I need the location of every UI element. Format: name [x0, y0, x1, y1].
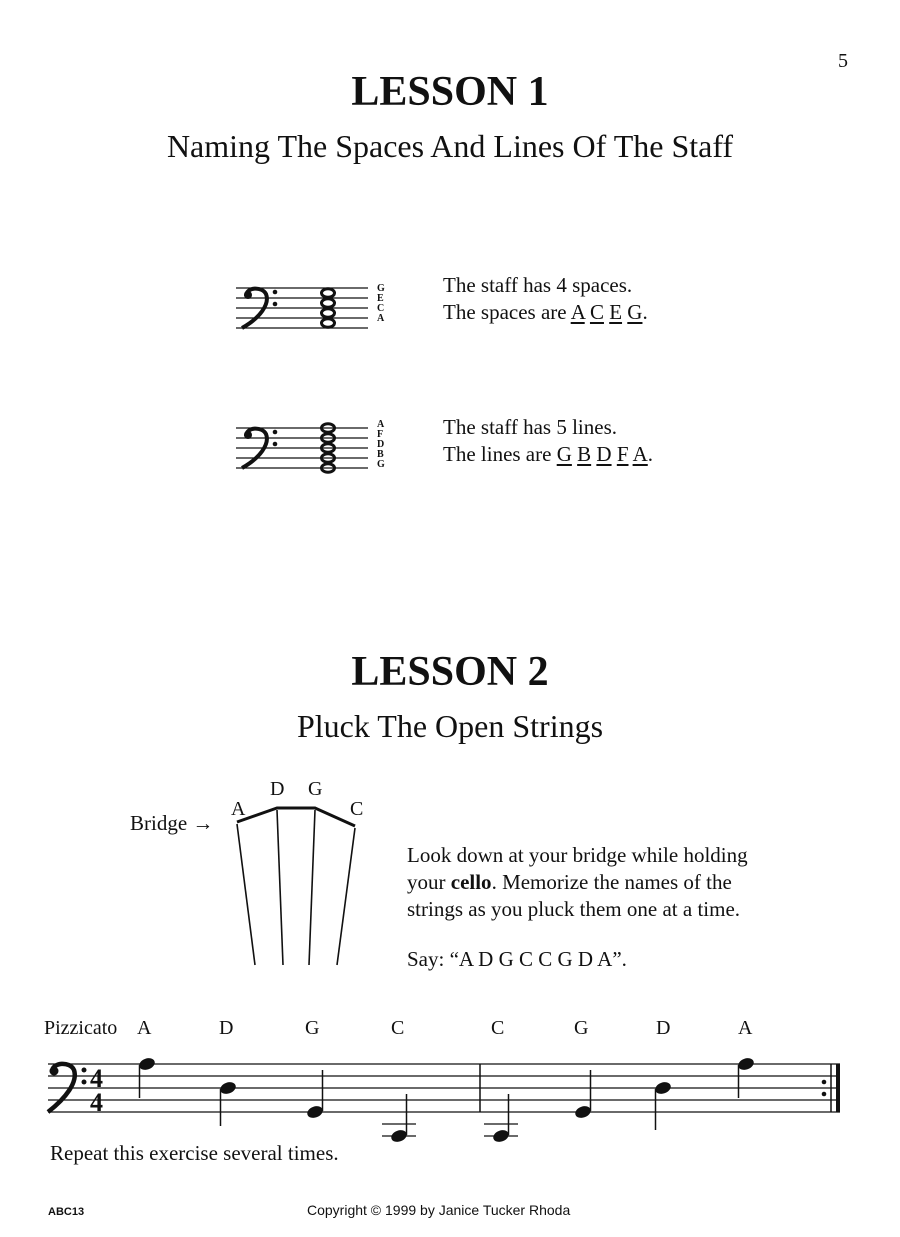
spaces-letter-list — [377, 284, 385, 324]
repeat-instruction: Repeat this exercise several times. — [50, 1141, 339, 1165]
exercise-note-label: D — [219, 1017, 234, 1039]
spaces-names-text: The spaces are A C E G. — [443, 300, 648, 324]
lesson2-subtitle: Pluck The Open Strings — [296, 708, 604, 744]
bridge-strings-diagram — [225, 800, 365, 970]
exercise-note-label: C — [491, 1017, 505, 1039]
exercise-note-label: G — [574, 1017, 589, 1039]
spaces-staff-diagram — [236, 278, 396, 338]
lines-names-text: The lines are G B D F A. — [443, 442, 654, 466]
page-code: ABC13 — [48, 1206, 85, 1218]
line-letter: G — [377, 459, 385, 470]
spaces-count-text: The staff has 4 spaces. — [443, 273, 633, 297]
space-letter: E — [377, 293, 384, 304]
exercise-note-label: A — [738, 1017, 753, 1039]
lines-count-text: The staff has 5 lines. — [443, 415, 617, 439]
bridge-instructions: Look down at your bridge while holding your cello. Memorize the names of the strings as you pluck them one at a time. — [407, 843, 748, 921]
exercise-note-label: A — [137, 1017, 152, 1039]
lesson1-subtitle: Naming The Spaces And Lines Of The Staff — [166, 128, 734, 164]
lesson1-title: LESSON 1 — [351, 69, 549, 115]
exercise-note-label: D — [656, 1017, 671, 1039]
space-letter: C — [377, 303, 385, 314]
string-letter-c: C — [350, 798, 364, 820]
exercise-note-label: C — [391, 1017, 405, 1039]
exercise-note-label: G — [305, 1017, 320, 1039]
bridge-label: Bridge → — [130, 811, 214, 835]
copyright: Copyright © 1999 by Janice Tucker Rhoda — [307, 1202, 571, 1218]
pizzicato-staff — [40, 1050, 850, 1150]
page-number: 5 — [838, 50, 848, 72]
say-text: Say: “A D G C C G D A”. — [407, 947, 627, 971]
spaces-description — [443, 272, 648, 326]
time-signature-bottom: 4 — [90, 1088, 103, 1117]
string-letter-a: A — [231, 798, 246, 820]
line-letter: F — [377, 429, 384, 440]
line-letter: B — [377, 449, 384, 460]
line-letter: D — [377, 439, 385, 450]
string-letter-d: D — [270, 778, 285, 800]
time-signature-top: 4 — [90, 1064, 103, 1093]
lines-description — [443, 414, 653, 468]
lesson2-title: LESSON 2 — [351, 649, 549, 695]
pizzicato-label: Pizzicato — [44, 1017, 118, 1039]
lines-staff-diagram — [236, 418, 396, 478]
string-letter-g: G — [308, 778, 323, 800]
time-signature — [90, 1064, 103, 1117]
line-letter: A — [377, 419, 385, 430]
space-letter: A — [377, 313, 385, 324]
space-letter: G — [377, 283, 385, 294]
lines-letter-list — [377, 420, 385, 470]
